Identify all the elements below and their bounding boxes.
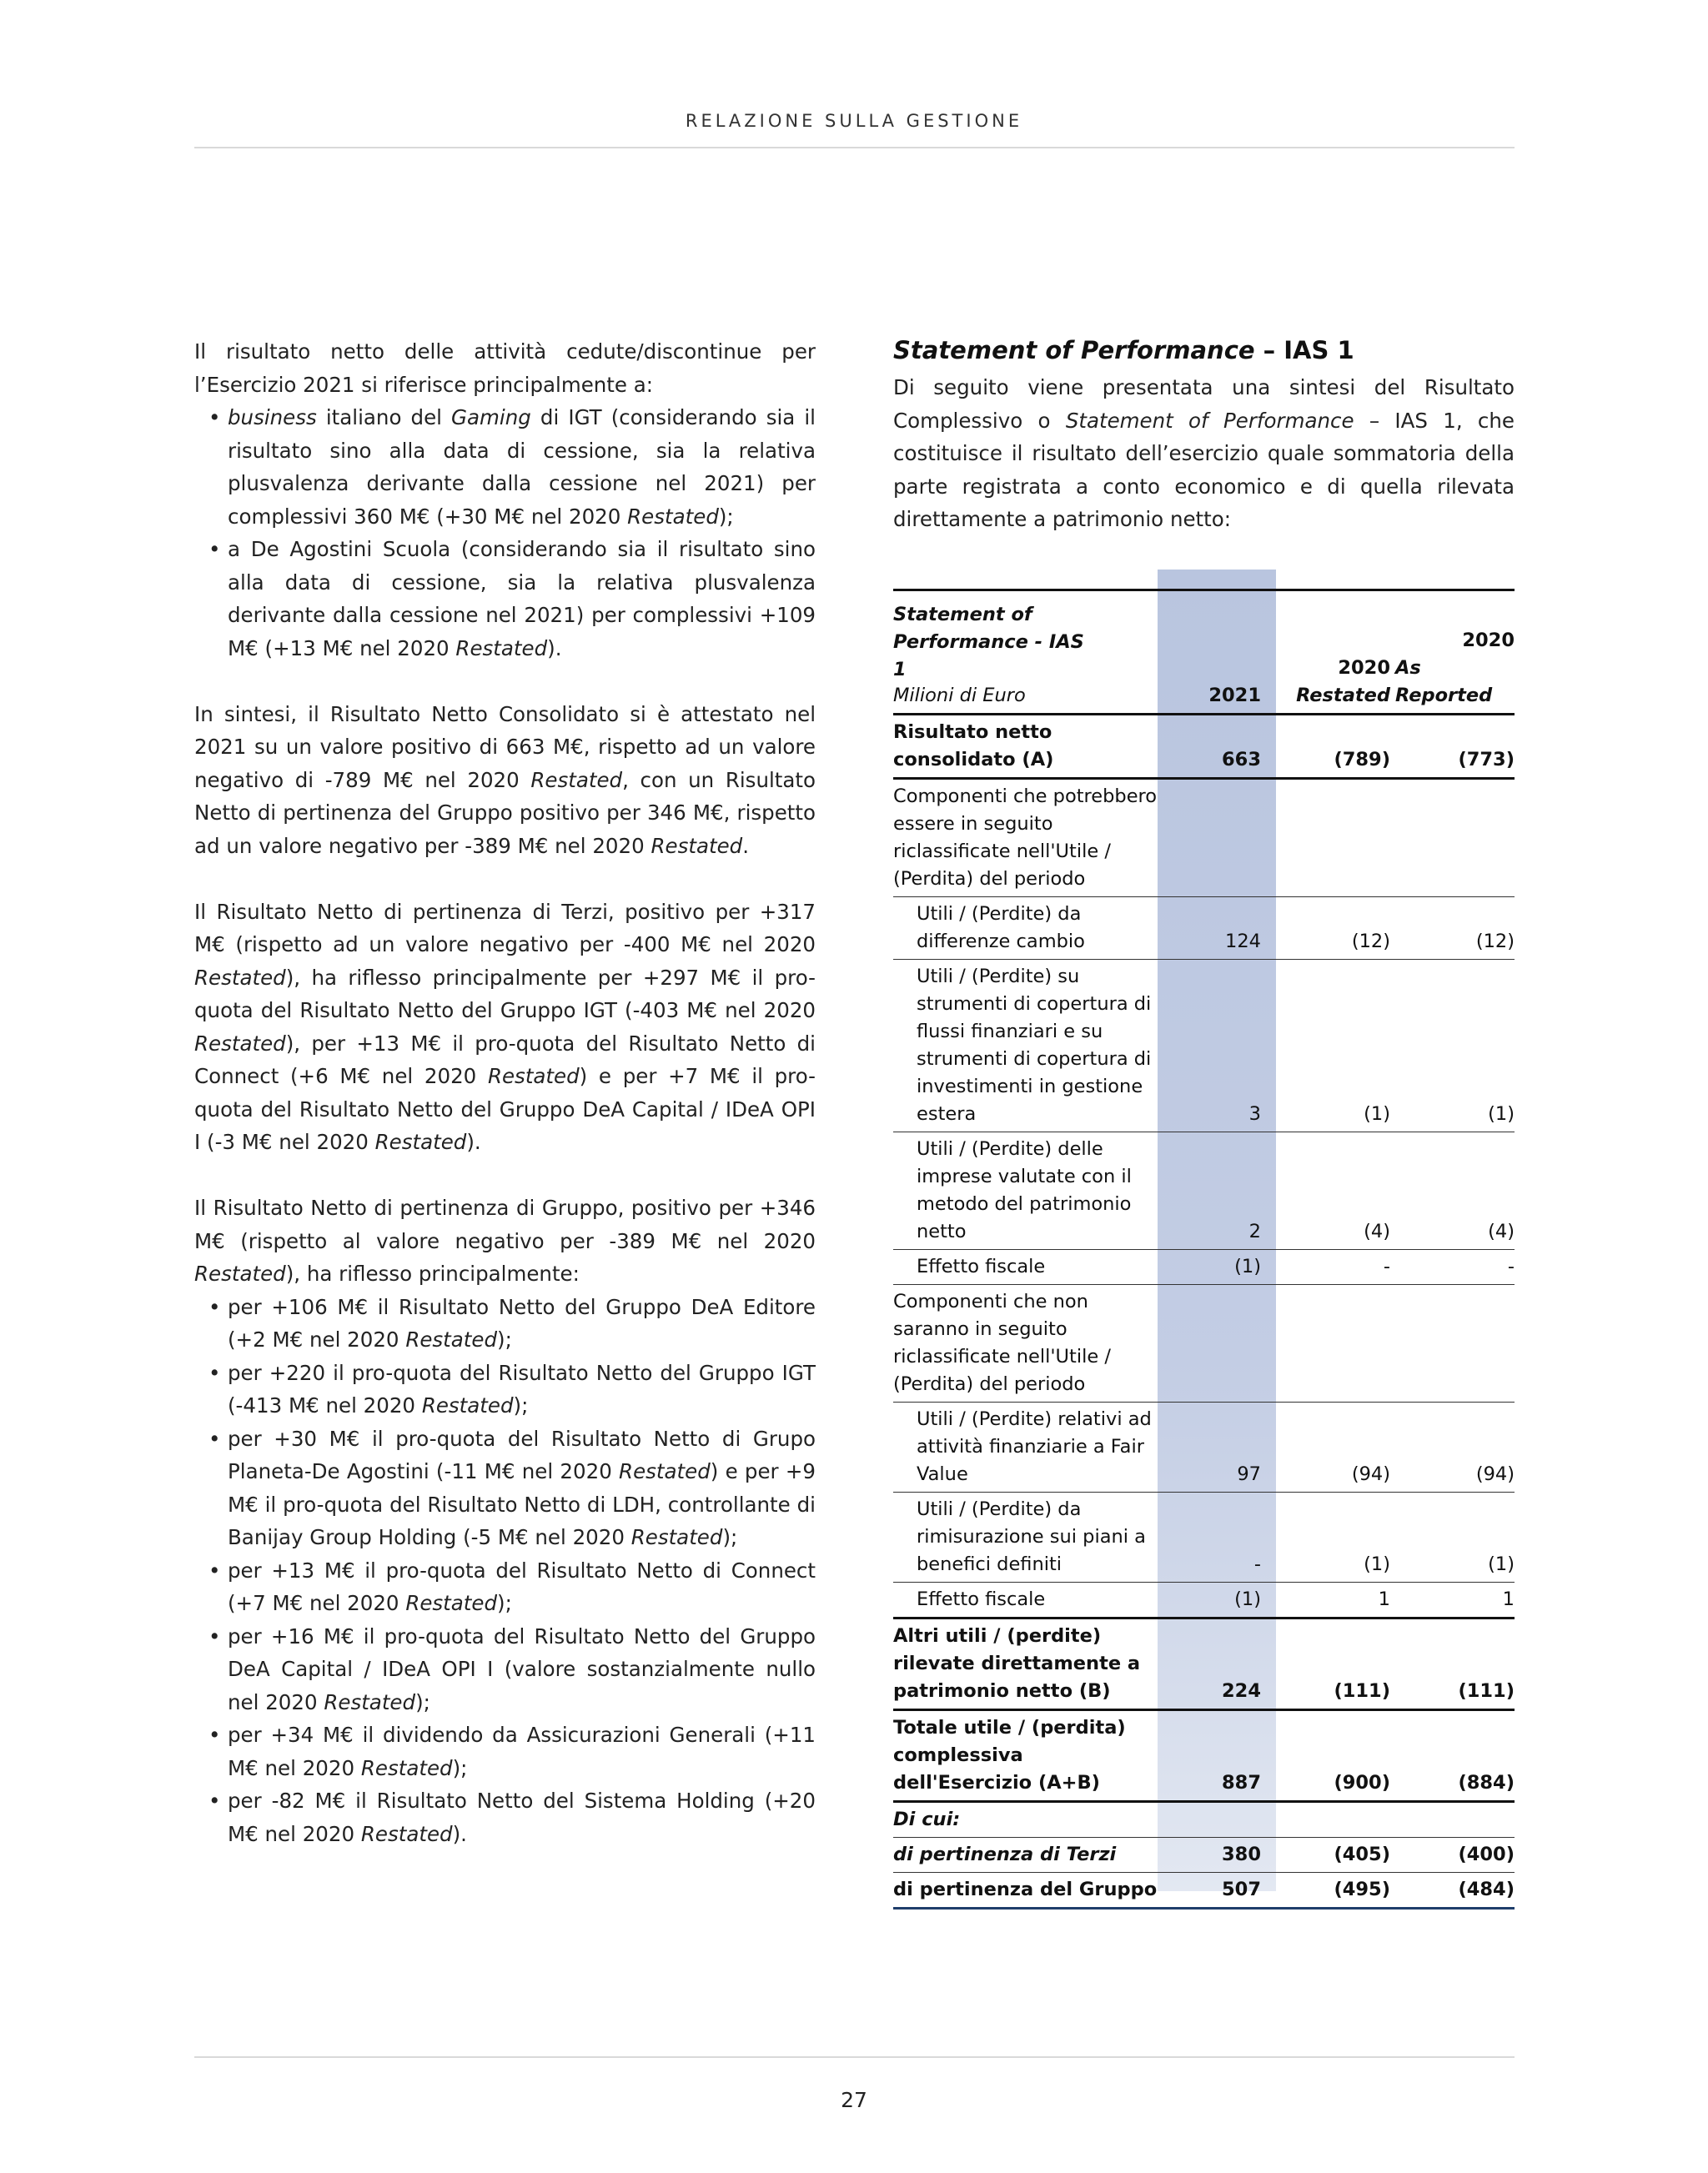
table-row bbox=[893, 1132, 1515, 1250]
row-label: Effetto fiscale bbox=[917, 1588, 1046, 1610]
cell-2020-restated: (789) bbox=[1334, 749, 1390, 770]
cell-2021: 224 bbox=[1222, 1680, 1261, 1702]
performance-table bbox=[893, 570, 1515, 1900]
left-column bbox=[194, 335, 816, 1850]
cell-2020-restated: (1) bbox=[1364, 1553, 1390, 1575]
cell-2021: 97 bbox=[1237, 1463, 1261, 1485]
table-row bbox=[893, 1711, 1515, 1803]
col-3-year: 2020 bbox=[1462, 630, 1515, 651]
cell-2020-reported: (1) bbox=[1488, 1103, 1515, 1125]
cell-2020-restated: (4) bbox=[1364, 1221, 1390, 1242]
col-2-year: 2020 bbox=[1338, 657, 1390, 679]
cell-2020-restated: (12) bbox=[1351, 931, 1390, 952]
table-row bbox=[893, 897, 1515, 960]
row-label: Componenti che non saranno in seguito riclassificate nell'Utile / (Perdita) del periodo bbox=[893, 1291, 1111, 1395]
table-row bbox=[893, 1803, 1515, 1838]
row-label: Utili / (Perdite) relativi ad attività finanziarie a Fair Value bbox=[917, 1408, 1152, 1485]
row-label: Di cui: bbox=[893, 1809, 961, 1830]
cell-2020-restated bbox=[1276, 1285, 1395, 1402]
bullet-dea-editore: • per +106 M€ il Risultato Netto del Gruppo DeA Editore (+2 M€ nel 2020 Restated); bbox=[194, 1291, 816, 1357]
cell-2021 bbox=[1158, 780, 1276, 896]
cell-2021: 507 bbox=[1222, 1879, 1261, 1900]
table-row bbox=[893, 1873, 1515, 1910]
cell-2020-restated: (111) bbox=[1334, 1680, 1390, 1702]
cell-2020-reported bbox=[1395, 780, 1515, 896]
table-row bbox=[893, 1250, 1515, 1285]
cell-2020-reported: - bbox=[1507, 1256, 1515, 1277]
bullet-list-discontinued bbox=[194, 401, 816, 665]
table-row bbox=[893, 1838, 1515, 1873]
cell-2020-reported: (4) bbox=[1488, 1221, 1515, 1242]
section-title: Statement of Performance – IAS 1 bbox=[893, 336, 1354, 364]
cell-2020-reported: (94) bbox=[1475, 1463, 1515, 1485]
running-header: RELAZIONE SULLA GESTIONE bbox=[685, 111, 1023, 131]
bullet-dea-capital: • per +16 M€ il pro-quota del Risultato Netto del Gruppo DeA Capital / IDeA OPI I (valore sostanzialmente nullo nel 2020 Restated); bbox=[194, 1620, 816, 1719]
cell-2020-reported: (400) bbox=[1458, 1844, 1515, 1865]
cell-2020-reported: (111) bbox=[1458, 1680, 1515, 1702]
paragraph-discontinued: Il risultato netto delle attività cedute/discontinue per l’Esercizio 2021 si riferisce principalmente a: bbox=[194, 339, 816, 397]
cell-2020-restated: 1 bbox=[1378, 1588, 1390, 1610]
cell-2020-reported: 1 bbox=[1502, 1588, 1515, 1610]
cell-2020-reported bbox=[1395, 1803, 1515, 1837]
table-row bbox=[893, 715, 1515, 780]
cell-2020-restated bbox=[1276, 780, 1395, 896]
table-row bbox=[893, 1285, 1515, 1403]
row-label: Effetto fiscale bbox=[917, 1256, 1046, 1277]
page-number: 27 bbox=[841, 2088, 867, 2112]
bullet-igt: • per +220 il pro-quota del Risultato Netto del Gruppo IGT (-413 M€ nel 2020 Restated); bbox=[194, 1357, 816, 1423]
cell-2020-reported bbox=[1395, 1285, 1515, 1402]
paragraph-group: Il Risultato Netto di pertinenza di Gruppo, positivo per +346 M€ (rispetto al valore negativo per -389 M€ nel 2020 Restated), ha riflesso principalmente: bbox=[194, 1196, 816, 1286]
row-label: Utili / (Perdite) delle imprese valutate con il metodo del patrimonio netto bbox=[917, 1138, 1132, 1242]
cell-2020-restated: (495) bbox=[1334, 1879, 1390, 1900]
footer-rule bbox=[194, 2056, 1515, 2058]
table-header bbox=[893, 589, 1515, 715]
cell-2020-restated: - bbox=[1383, 1256, 1390, 1277]
cell-2021: 2 bbox=[1248, 1221, 1261, 1242]
section-intro: Di seguito viene presentata una sintesi del Risultato Complessivo o Statement of Performance – IAS 1, che costituisce il risultato dell’esercizio quale sommatoria della parte registrata a conto economico e di quella rilevata direttamente a patrimonio netto: bbox=[893, 375, 1515, 531]
cell-2020-restated bbox=[1276, 1803, 1395, 1837]
cell-2021: 663 bbox=[1222, 749, 1261, 770]
table-row bbox=[893, 1619, 1515, 1711]
row-label: Risultato netto consolidato (A) bbox=[893, 721, 1054, 770]
cell-2020-reported: (884) bbox=[1458, 1772, 1515, 1794]
cell-2020-restated: (1) bbox=[1364, 1103, 1390, 1125]
cell-2020-reported: (773) bbox=[1458, 749, 1515, 770]
cell-2021: 887 bbox=[1222, 1772, 1261, 1794]
table-row bbox=[893, 1493, 1515, 1583]
col-header-2020-reported bbox=[1395, 591, 1515, 713]
row-label: di pertinenza di Terzi bbox=[893, 1844, 1117, 1865]
bullet-connect: • per +13 M€ il pro-quota del Risultato Netto di Connect (+7 M€ nel 2020 Restated); bbox=[194, 1554, 816, 1620]
row-label: Utili / (Perdite) da differenze cambio bbox=[917, 903, 1085, 952]
cell-2021: - bbox=[1253, 1553, 1261, 1575]
col-header-2020-restated bbox=[1276, 591, 1395, 713]
paragraph-minority: Il Risultato Netto di pertinenza di Terzi, positivo per +317 M€ (rispetto ad un valore negativo per -400 M€ nel 2020 Restated), ha riflesso principalmente per +297 M€ il pro-quota del Risultato Netto del Gruppo IGT (-403 M€ nel 2020 Restated), per +13 M€ il pro-quota del Risultato Netto di Connect (+6 M€ nel 2020 Restated) e per +7 M€ il pro-quota del Risultato Netto del Gruppo DeA Capital / IDeA OPI I (-3 M€ nel 2020 Restated). bbox=[194, 899, 816, 1154]
cell-2021: 124 bbox=[1225, 931, 1261, 952]
bullet-planeta: • per +30 M€ il pro-quota del Risultato Netto di Grupo Planeta-De Agostini (-11 M€ nel 2020 Restated) e per +9 M€ il pro-quota del Risultato Netto di LDH, controllante di Banijay Group Holding (-5 M€ nel 2020 Restated); bbox=[194, 1423, 816, 1554]
col-header-2021: 2021 bbox=[1208, 685, 1261, 706]
cell-2021: 3 bbox=[1248, 1103, 1261, 1125]
cell-2020-reported: (12) bbox=[1475, 931, 1515, 952]
cell-2020-restated: (94) bbox=[1351, 1463, 1390, 1485]
cell-2020-reported: (1) bbox=[1488, 1553, 1515, 1575]
cell-2021: (1) bbox=[1234, 1256, 1261, 1277]
table-row bbox=[893, 1583, 1515, 1619]
cell-2021 bbox=[1158, 1285, 1276, 1402]
header-rule bbox=[194, 147, 1515, 148]
bullet-generali: • per +34 M€ il dividendo da Assicurazioni Generali (+11 M€ nel 2020 Restated); bbox=[194, 1719, 816, 1784]
table-row bbox=[893, 1403, 1515, 1493]
bullet-sistema-holding: • per -82 M€ il Risultato Netto del Sistema Holding (+20 M€ nel 2020 Restated). bbox=[194, 1784, 816, 1850]
bullet-scuola: • a De Agostini Scuola (considerando sia il risultato sino alla data di cessione, sia la relativa plusvalenza derivante dalla cessione nel 2021) per complessivi +109 M€ (+13 M€ nel 2020 Restated). bbox=[194, 533, 816, 665]
row-label: Totale utile / (perdita) complessiva dell'Esercizio (A+B) bbox=[893, 1717, 1126, 1794]
row-label: di pertinenza del Gruppo bbox=[893, 1879, 1158, 1900]
cell-2021: 380 bbox=[1222, 1844, 1261, 1865]
col-2-label: Restated bbox=[1296, 685, 1390, 706]
table-unit: Milioni di Euro bbox=[893, 685, 1026, 706]
paragraph-summary: In sintesi, il Risultato Netto Consolidato si è attestato nel 2021 su un valore positivo di 663 M€, rispetto ad un valore negativo di -789 M€ nel 2020 Restated, con un Risultato Netto di pertinenza del Gruppo positivo per 346 M€, rispetto ad un valore negativo per -389 M€ nel 2020 Restated. bbox=[194, 701, 816, 858]
table-row bbox=[893, 960, 1515, 1132]
table-row bbox=[893, 780, 1515, 897]
cell-2021 bbox=[1158, 1803, 1276, 1837]
table-title: Statement of Performance - IAS 1 bbox=[893, 604, 1084, 680]
col-3-label: As Reported bbox=[1395, 657, 1493, 706]
cell-2020-restated: (405) bbox=[1334, 1844, 1390, 1865]
row-label: Componenti che potrebbero essere in seguito riclassificate nell'Utile / (Perdita) del periodo bbox=[893, 785, 1158, 890]
cell-2021: (1) bbox=[1234, 1588, 1261, 1610]
row-label: Altri utili / (perdite) rilevate direttamente a patrimonio netto (B) bbox=[893, 1625, 1141, 1702]
row-label: Utili / (Perdite) da rimisurazione sui piani a benefici definiti bbox=[917, 1498, 1146, 1575]
cell-2020-restated: (900) bbox=[1334, 1772, 1390, 1794]
bullet-gaming: • business italiano del Gaming di IGT (considerando sia il risultato sino alla data di cessione, sia la relativa plusvalenza derivante dalla cessione nel 2021) per complessivi 360 M€ (+30 M€ nel 2020 Restated); bbox=[194, 401, 816, 533]
row-label: Utili / (Perdite) su strumenti di copertura di flussi finanziari e su strumenti di copertura di investimenti in gestione estera bbox=[917, 966, 1152, 1125]
bullet-list-group bbox=[194, 1291, 816, 1851]
cell-2020-reported: (484) bbox=[1458, 1879, 1515, 1900]
